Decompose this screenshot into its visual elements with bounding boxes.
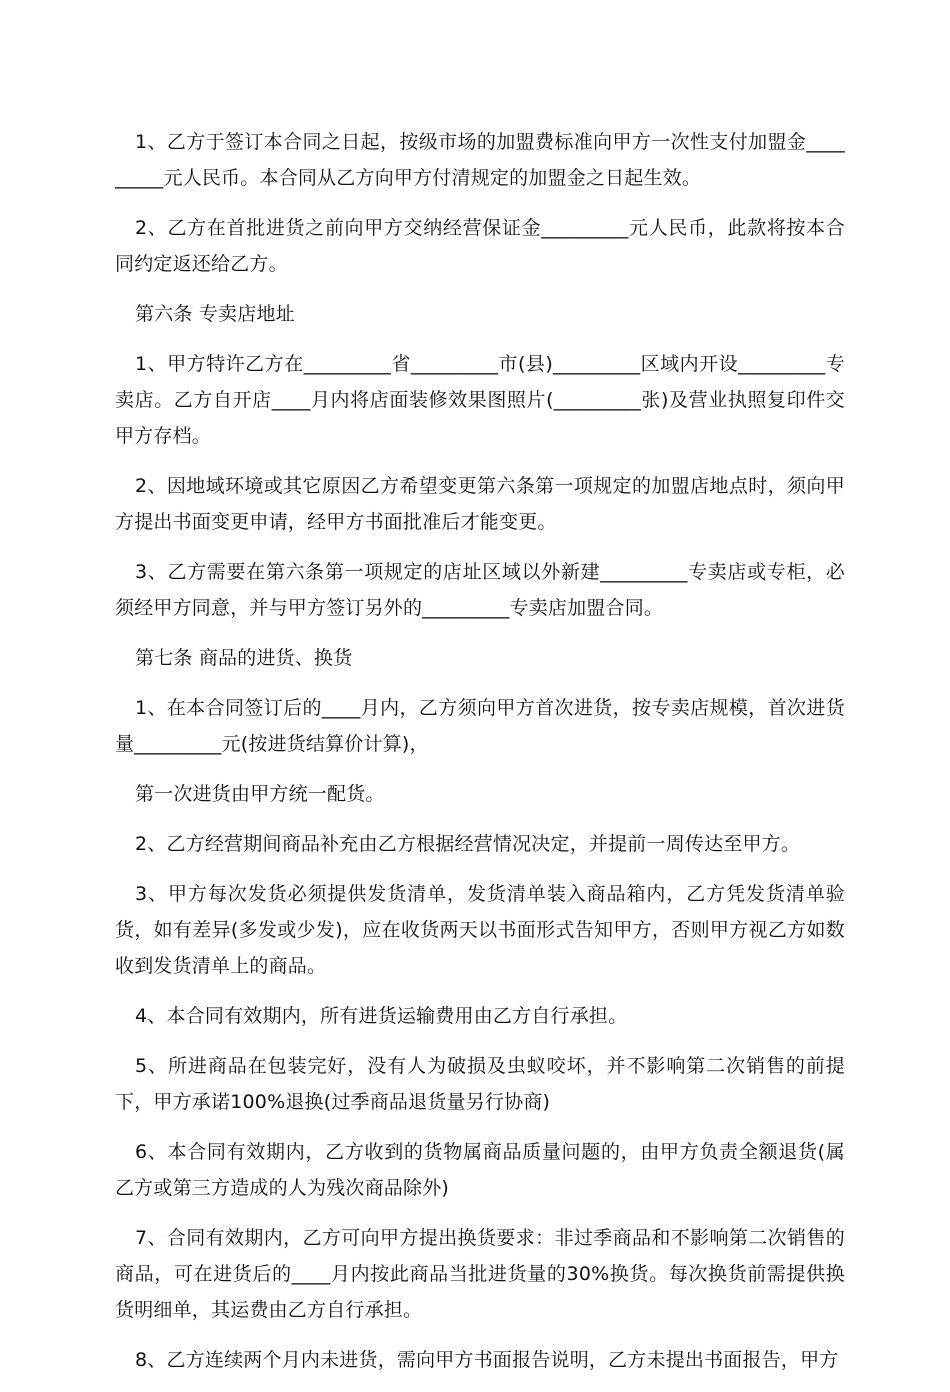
clause-paragraph: 2、乙方在首批进货之前向甲方交纳经营保证金_________元人民币，此款将按本合同约定返还给乙方。 (115, 217, 845, 275)
clause-paragraph: 6、本合同有效期内，乙方收到的货物属商品质量问题的，由甲方负责全额退货(属乙方或第三方造成的人为残次商品除外) (115, 1141, 845, 1199)
clause-paragraph: 2、因地域环境或其它原因乙方希望变更第六条第一项规定的加盟店地点时，须向甲方提出书面变更申请，经甲方书面批准后才能变更。 (115, 475, 845, 533)
clause-paragraph: 5、所进商品在包装完好，没有人为破损及虫蚁咬坏，并不影响第二次销售的前提下，甲方承诺100%退换(过季商品退货量另行协商) (115, 1055, 845, 1113)
contract-body (115, 124, 845, 1392)
article-heading: 第七条 商品的进货、换货 (135, 647, 353, 669)
clause-paragraph: 第一次进货由甲方统一配货。 (135, 783, 385, 805)
clause-paragraph: 4、本合同有效期内，所有进货运输费用由乙方自行承担。 (135, 1005, 628, 1027)
clause-paragraph: 3、乙方需要在第六条第一项规定的店址区域以外新建_________专卖店或专柜，必须经甲方同意，并与甲方签订另外的_________专卖店加盟合同。 (115, 561, 845, 619)
clause-paragraph: 2、乙方经营期间商品补充由乙方根据经营情况决定，并提前一周传达至甲方。 (135, 833, 801, 855)
clause-paragraph: 1、甲方特许乙方在_________省_________市(县)_________区域内开设_________专卖店。乙方自开店____月内将店面装修效果图照片(_________张)及营业执照复印件交甲方存档。 (115, 353, 845, 447)
article-heading: 第六条 专卖店地址 (135, 303, 295, 325)
clause-paragraph: 8、乙方连续两个月内未进货，需向甲方书面报告说明，乙方未提出书面报告，甲方 (135, 1349, 839, 1371)
clause-paragraph: 7、合同有效期内，乙方可向甲方提出换货要求：非过季商品和不影响第二次销售的商品，可在进货后的____月内按此商品当批进货量的30%换货。每次换货前需提供换货明细单，其运费由乙方自行承担。 (115, 1227, 845, 1321)
clause-paragraph: 1、乙方于签订本合同之日起，按级市场的加盟费标准向甲方一次性支付加盟金_________元人民币。本合同从乙方向甲方付清规定的加盟金之日起生效。 (115, 131, 845, 189)
clause-paragraph: 1、在本合同签订后的____月内，乙方须向甲方首次进货，按专卖店规模，首次进货量_________元(按进货结算价计算)， (115, 697, 845, 755)
clause-paragraph: 3、甲方每次发货必须提供发货清单，发货清单装入商品箱内，乙方凭发货清单验货，如有差异(多发或少发)，应在收货两天以书面形式告知甲方，否则甲方视乙方如数收到发货清单上的商品。 (115, 883, 845, 977)
